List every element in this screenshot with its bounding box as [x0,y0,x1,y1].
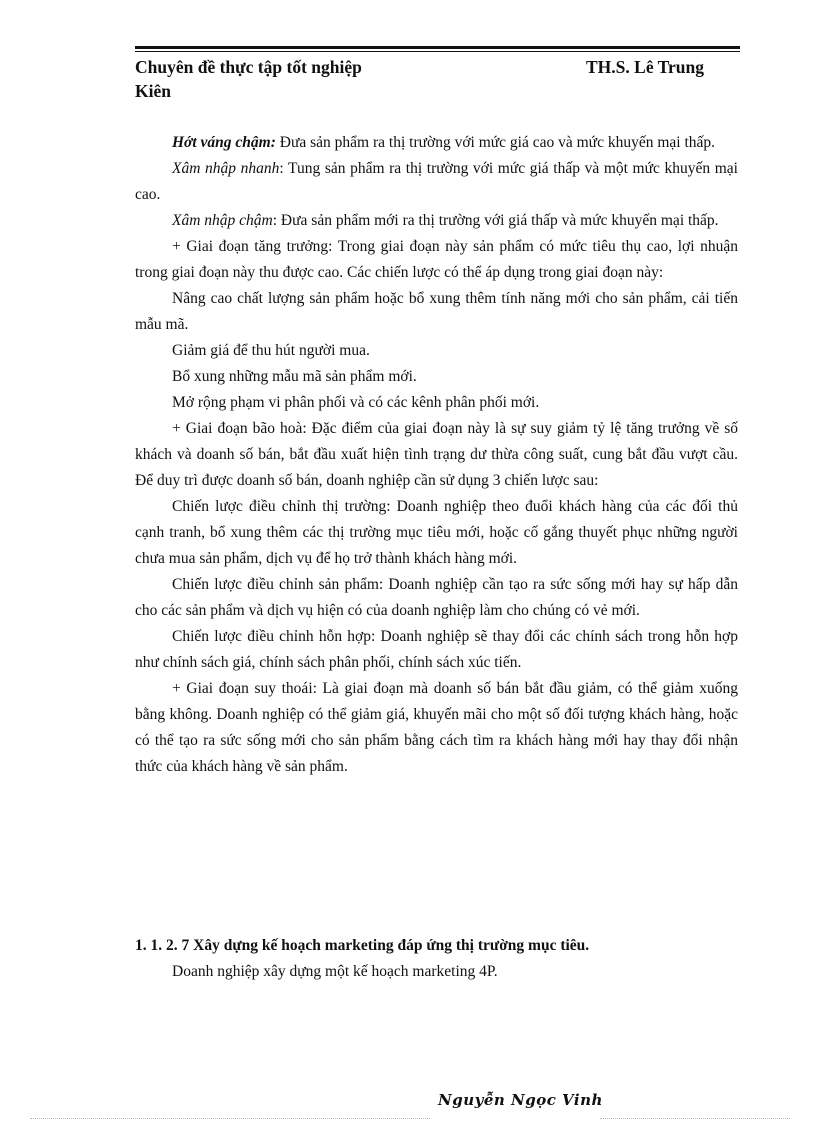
body-text [135,130,738,780]
paragraph [135,156,738,208]
section-body: Doanh nghiệp xây dựng một kế hoạch marketing 4P. [172,963,498,980]
paragraph-text: : Tung sản phẩm ra thị trường với mức giá thấp và một mức khuyến mại cao. [135,160,738,203]
paragraph-text: + Giai đoạn tăng trưởng: Trong giai đoạn này sản phẩm có mức tiêu thụ cao, lợi nhuận trong giai đoạn này thu được cao. Các chiến lược có thể áp dụng trong giai đoạn này: [135,238,738,281]
paragraph-text: Nâng cao chất lượng sản phẩm hoặc bổ xung thêm tính năng mới cho sản phẩm, cải tiến mẫu mã. [135,290,738,333]
header-author-continued: Kiên [135,81,171,101]
page-header [135,55,740,103]
paragraph-text: Bổ xung những mẫu mã sản phẩm mới. [172,368,417,385]
paragraph-text: Chiến lược điều chỉnh sản phẩm: Doanh nghiệp cần tạo ra sức sống mới hay sự hấp dẫn cho các sản phẩm và dịch vụ hiện có của doanh nghiệp làm cho chúng có vẻ mới. [135,576,738,619]
paragraph [135,130,738,156]
paragraph [135,338,738,364]
paragraph-lead: Xâm nhập chậm [172,212,273,229]
paragraph [135,416,738,494]
paragraph [135,572,738,624]
footer-signature: Nguyễn Ngọc Vinh [438,1091,603,1109]
paragraph [135,390,738,416]
paragraph [135,494,738,572]
paragraph-text: + Giai đoạn bão hoà: Đặc điểm của giai đoạn này là sự suy giảm tỷ lệ tăng trưởng về số khách và doanh số bán, bắt đầu xuất hiện tình trạng dư thừa công suất, cung bắt đầu vượt cầu. Để duy trì được doanh số bán, doanh nghiệp cần sử dụng 3 chiến lược sau: [135,420,738,489]
paragraph-text: Mở rộng phạm vi phân phối và có các kênh phân phối mới. [172,394,540,411]
paragraph [135,364,738,390]
paragraph-text: + Giai đoạn suy thoái: Là giai đoạn mà doanh số bán bắt đầu giảm, có thể giảm xuống bằng không. Doanh nghiệp có thể giảm giá, khuyến mãi cho một số đối tượng khách hàng, hoặc có thể tạo ra sức sống mới cho sản phẩm bằng cách tìm ra khách hàng mới hay thay đổi nhận thức của khách hàng về sản phẩm. [135,680,738,775]
paragraph [135,208,738,234]
section-heading: 1. 1. 2. 7 Xây dựng kế hoạch marketing đáp ứng thị trường mục tiêu. [135,937,590,954]
paragraph-lead: Hớt váng chậm: [172,134,276,151]
paragraph [135,234,738,286]
paragraph [135,676,738,780]
paragraph-lead: Xâm nhập nhanh [172,160,280,177]
paragraph-text: Đưa sản phẩm ra thị trường với mức giá cao và mức khuyến mại thấp. [275,134,716,151]
paragraph-text: : Đưa sản phẩm mới ra thị trường với giá thấp và mức khuyến mại thấp. [272,212,719,229]
header-rule-thin [135,51,740,52]
header-title: Chuyên đề thực tập tốt nghiệp [135,57,362,77]
header-rule-thick [135,46,740,49]
header-author: TH.S. Lê Trung [586,57,704,77]
paragraph [135,286,738,338]
paragraph [135,624,738,676]
paragraph-text: Giảm giá để thu hút người mua. [172,342,370,359]
footer-dotted-line-right [600,1118,790,1119]
paragraph-text: Chiến lược điều chỉnh hỗn hợp: Doanh nghiệp sẽ thay đổi các chính sách trong hỗn hợp như chính sách giá, chính sách phân phối, chính sách xúc tiến. [135,628,738,671]
footer-dotted-line-left [30,1118,430,1119]
paragraph-text: Chiến lược điều chỉnh thị trường: Doanh nghiệp theo đuổi khách hàng của các đối thủ cạnh tranh, bổ xung thêm các thị trường mục tiêu mới, hoặc cố gắng thuyết phục những người chưa mua sản phẩm, dịch vụ để họ trở thành khách hàng mới. [135,498,738,567]
